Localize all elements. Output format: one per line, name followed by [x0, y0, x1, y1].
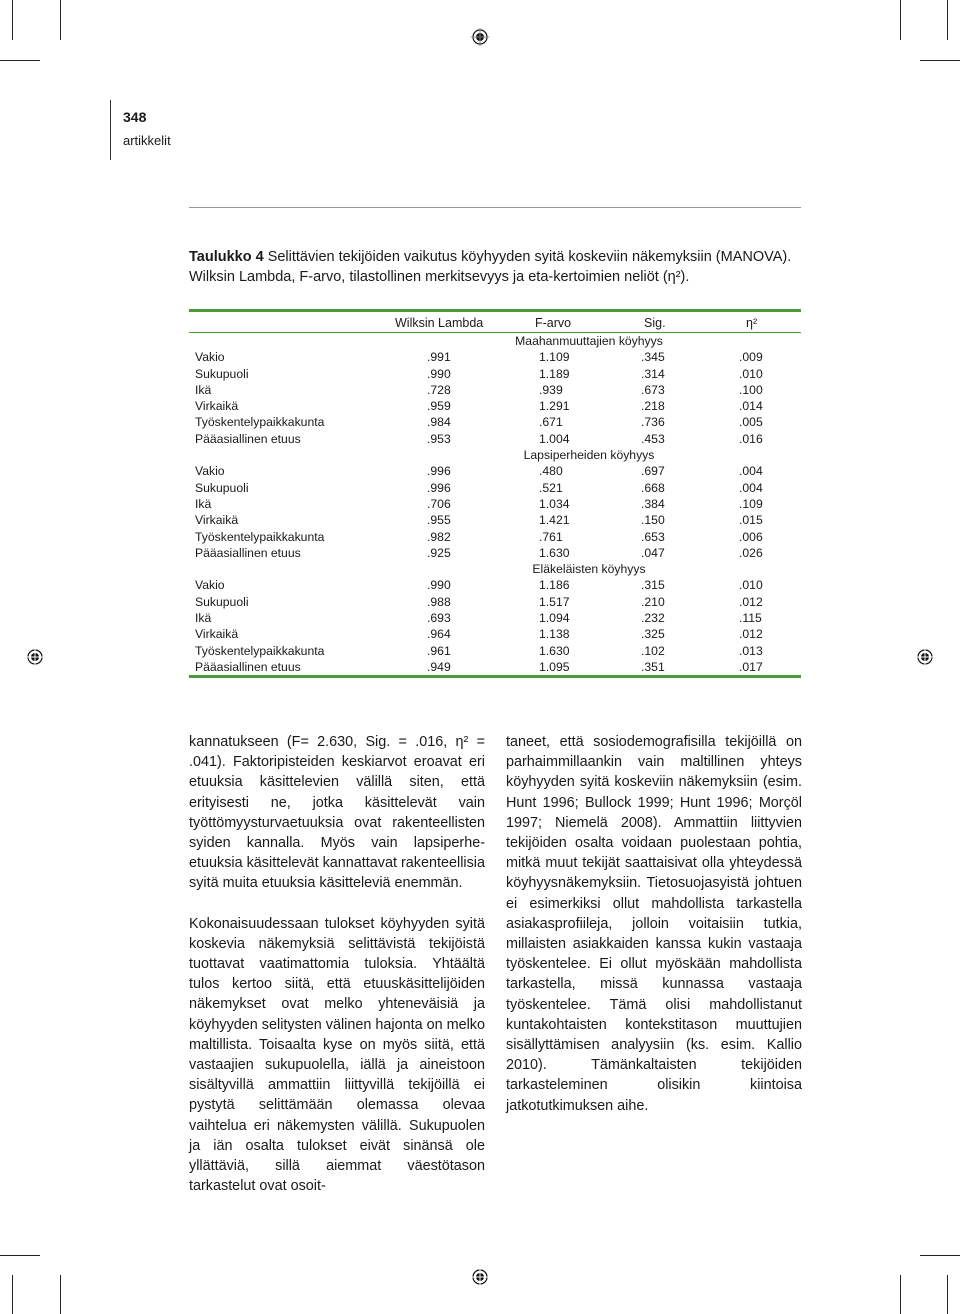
table-cell: 1.517 — [539, 594, 570, 609]
group-title: Maahanmuuttajien köyhyys — [515, 334, 663, 348]
table-cell: .761 — [539, 529, 563, 544]
table-row — [189, 414, 801, 430]
header-cell-sig: Sig. — [644, 316, 666, 330]
paragraph: Kokonaisuudessaan tulokset köyhyyden syitä koskevia näkemyksiä selittävistä tekijöistä tuottavat vaatimattomia tuloksia. Yhtäältä tulos kertoo siitä, että etuuskäsittelijöiden näkemykset ovat melko yhteneväisiä ja köyhyyden selitysten välinen hajonta on melko maltillista. Toisaalta kyse on myös siitä, että vastaajien sukupuolella, iällä ja aineistoon sisältyvillä ammattiin liittyvillä tekijöillä ei pystytä selittämään olemassa olevaa vaihtelua eri näkemysten välillä. Sukupuolen ja iän osalta tulokset eivät sinänsä ole yllättäviä, sillä aiemmat väestötason tarkastelut ovat osoit- — [189, 915, 485, 1195]
table-cell: .990 — [427, 578, 451, 593]
table-cell: .009 — [739, 350, 763, 365]
table-cell: .728 — [427, 382, 451, 397]
table-cell: .925 — [427, 545, 451, 560]
table-cell: .480 — [539, 464, 563, 479]
paragraph: kannatukseen (F= 2.630, Sig. = .016, η² = .041). Faktoripisteiden keskiarvot eroavat eri etuuksia käsittelevien välillä siten, että erityisesti ne, jotka käsittelevät vain työttömyysturvaetuuksia ovat rakenteellisten syiden kannalla. Myös vain lapsiperhe-etuuksia käsittelevät kannattavat rakenteellisia syitä muita etuuksia käsitteleviä enemmän. — [189, 734, 485, 892]
crop-mark — [900, 1275, 901, 1314]
table-cell: 1.095 — [539, 659, 570, 674]
crop-mark — [0, 1255, 40, 1256]
row-label: Työskentelypaikkakunta — [195, 415, 325, 430]
crop-mark — [900, 0, 901, 40]
table-row — [189, 545, 801, 561]
table-cell: .959 — [427, 399, 451, 414]
table-group-heading — [189, 333, 801, 349]
table-cell: 1.094 — [539, 611, 570, 626]
table-cell: .984 — [427, 415, 451, 430]
body-column-left — [189, 732, 485, 1196]
body-column-right — [506, 732, 802, 1116]
row-label: Työskentelypaikkakunta — [195, 643, 325, 658]
table-cell: .014 — [739, 399, 763, 414]
row-label: Sukupuoli — [195, 480, 249, 495]
crop-mark — [947, 1275, 948, 1314]
row-label: Virkaikä — [195, 399, 239, 414]
header-divider — [189, 207, 801, 208]
table-cell: .109 — [739, 496, 763, 511]
table-cell: .012 — [739, 594, 763, 609]
table-cell: .026 — [739, 545, 763, 560]
table-cell: .697 — [641, 464, 665, 479]
table-cell: .100 — [739, 382, 763, 397]
table-cell: .671 — [539, 415, 563, 430]
table-cell: 1.109 — [539, 350, 570, 365]
row-label: Sukupuoli — [195, 594, 249, 609]
table-cell: .982 — [427, 529, 451, 544]
row-label: Vakio — [195, 578, 225, 593]
crop-mark — [12, 0, 13, 40]
table-cell: .004 — [739, 480, 763, 495]
row-label: Työskentelypaikkakunta — [195, 529, 325, 544]
table-cell: .013 — [739, 643, 763, 658]
table-cell: .314 — [641, 366, 665, 381]
table-row — [189, 577, 801, 593]
table-cell: .218 — [641, 399, 665, 414]
table-cell: .315 — [641, 578, 665, 593]
table-cell: .996 — [427, 464, 451, 479]
crop-mark — [920, 60, 960, 61]
table-row — [189, 496, 801, 512]
table-cell: .345 — [641, 350, 665, 365]
header-cell-f: F-arvo — [535, 316, 572, 330]
row-label: Vakio — [195, 464, 225, 479]
table-cell: .668 — [641, 480, 665, 495]
row-label: Pääasiallinen etuus — [195, 659, 301, 674]
table-body — [189, 333, 801, 675]
table-row — [189, 349, 801, 365]
table-cell: .005 — [739, 415, 763, 430]
table-row — [189, 463, 801, 479]
table-cell: .102 — [641, 643, 665, 658]
table-caption-label: Taulukko 4 — [189, 249, 264, 265]
table-cell: .736 — [641, 415, 665, 430]
table-cell: .006 — [739, 529, 763, 544]
table-row — [189, 431, 801, 447]
table-cell: 1.291 — [539, 399, 570, 414]
registration-crosshair-icon — [471, 28, 489, 46]
table-cell: 1.630 — [539, 545, 570, 560]
registration-crosshair-icon — [916, 648, 934, 666]
table-cell: .990 — [427, 366, 451, 381]
table-cell: .015 — [739, 513, 763, 528]
table-cell: .991 — [427, 350, 451, 365]
page-number: 348 — [123, 109, 147, 125]
table-cell: .955 — [427, 513, 451, 528]
row-label: Ikä — [195, 496, 212, 511]
table-cell: .384 — [641, 496, 665, 511]
row-label: Pääasiallinen etuus — [195, 431, 301, 446]
table-cell: .004 — [739, 464, 763, 479]
table-row — [189, 626, 801, 642]
table-row — [189, 643, 801, 659]
group-title: Lapsiperheiden köyhyys — [523, 448, 655, 463]
table-cell: .706 — [427, 496, 451, 511]
table-group-heading — [189, 561, 801, 577]
row-label: Ikä — [195, 382, 212, 397]
table-cell: .012 — [739, 627, 763, 642]
table-cell: .453 — [641, 431, 665, 446]
table-row — [189, 512, 801, 528]
results-table — [189, 309, 801, 678]
table-cell: .939 — [539, 382, 563, 397]
table-bottom-rule — [189, 675, 801, 678]
row-label: Ikä — [195, 611, 212, 626]
header-cell-eta: η² — [746, 316, 758, 330]
table-cell: 1.138 — [539, 627, 570, 642]
table-cell: 1.189 — [539, 366, 570, 381]
table-cell: 1.186 — [539, 578, 570, 593]
table-caption — [189, 247, 801, 287]
table-cell: .150 — [641, 513, 665, 528]
table-cell: .010 — [739, 366, 763, 381]
table-cell: .949 — [427, 659, 451, 674]
row-label: Virkaikä — [195, 627, 239, 642]
crop-mark — [920, 1255, 960, 1256]
table-cell: 1.004 — [539, 431, 570, 446]
table-row — [189, 480, 801, 496]
crop-mark — [947, 0, 948, 40]
crop-mark — [60, 0, 61, 40]
table-cell: .964 — [427, 627, 451, 642]
table-cell: .016 — [739, 431, 763, 446]
table-cell: 1.421 — [539, 513, 570, 528]
table-cell: 1.630 — [539, 643, 570, 658]
registration-crosshair-icon — [471, 1268, 489, 1286]
section-label: artikkelit — [123, 133, 171, 148]
table-row — [189, 594, 801, 610]
crop-mark — [60, 1275, 61, 1314]
table-cell: .693 — [427, 611, 451, 626]
table-cell: .047 — [641, 545, 665, 560]
table-caption-text: Selittävien tekijöiden vaikutus köyhyyden syitä koskeviin näkemyksiin (MANOVA). Wilksin Lambda, F-arvo, tilastollinen merkitsevyys ja eta-kertoimien neliöt (η²). — [189, 249, 792, 285]
table-group-heading — [189, 447, 801, 463]
registration-crosshair-icon — [26, 648, 44, 666]
table-cell: .521 — [539, 480, 563, 495]
crop-mark — [12, 1275, 13, 1314]
table-cell: .010 — [739, 578, 763, 593]
row-label: Pääasiallinen etuus — [195, 545, 301, 560]
table-row — [189, 659, 801, 675]
table-cell: .988 — [427, 594, 451, 609]
row-label: Vakio — [195, 350, 225, 365]
table-cell: 1.034 — [539, 496, 570, 511]
header-rule — [110, 100, 111, 160]
row-label: Sukupuoli — [195, 366, 249, 381]
table-row — [189, 398, 801, 414]
table-cell: .351 — [641, 659, 665, 674]
table-row — [189, 610, 801, 626]
table-cell: .953 — [427, 431, 451, 446]
header-cell-lambda: Wilksin Lambda — [395, 316, 484, 330]
table-row — [189, 529, 801, 545]
crop-mark — [0, 60, 40, 61]
table-cell: .017 — [739, 659, 763, 674]
row-label: Virkaikä — [195, 513, 239, 528]
table-header-row — [189, 312, 801, 332]
table-row — [189, 382, 801, 398]
table-cell: .325 — [641, 627, 665, 642]
table-cell: .115 — [739, 611, 762, 626]
table-row — [189, 366, 801, 382]
table-cell: .232 — [641, 611, 665, 626]
table-cell: .210 — [641, 594, 665, 609]
table-cell: .653 — [641, 529, 665, 544]
table-cell: .996 — [427, 480, 451, 495]
table-cell: .673 — [641, 382, 665, 397]
paragraph: taneet, että sosiodemografisilla tekijöillä on parhaimmillaankin vain maltillinen yhteys köyhyyden syitä koskeviin näkemyksiin (esim. Hunt 1996; Bullock 1999; Hunt 1996; Morçöl 1997; Niemelä 2008). Ammattiin liittyvien tekijöiden osalta voidaan puolestaan pohtia, mitkä muut tekijät saattaisivat olla yhteydessä köyhyysnäkemyksiin. Tietosuojasyistä johtuen ei esimerkiksi ollut mahdollista tarkastella asiakasprofiileja, jolloin voitaisiin tutkia, millaisten asiakkaiden kanssa kukin vastaaja työskentelee. Ei ollut myöskään mahdollista tarkastella, missä kunnassa vastaaja työskentelee. Tämä olisi mahdollistanut kuntakohtaisten kontekstitason muuttujien sisällyttämisen analyysiin (ks. esim. Kallio 2010). Tämänkaltaisten tekijöiden tarkasteleminen olisikin kiintoisa jatkotutkimuksen aihe. — [506, 734, 802, 1114]
group-title: Eläkeläisten köyhyys — [532, 562, 646, 577]
table-cell: .961 — [427, 643, 451, 658]
